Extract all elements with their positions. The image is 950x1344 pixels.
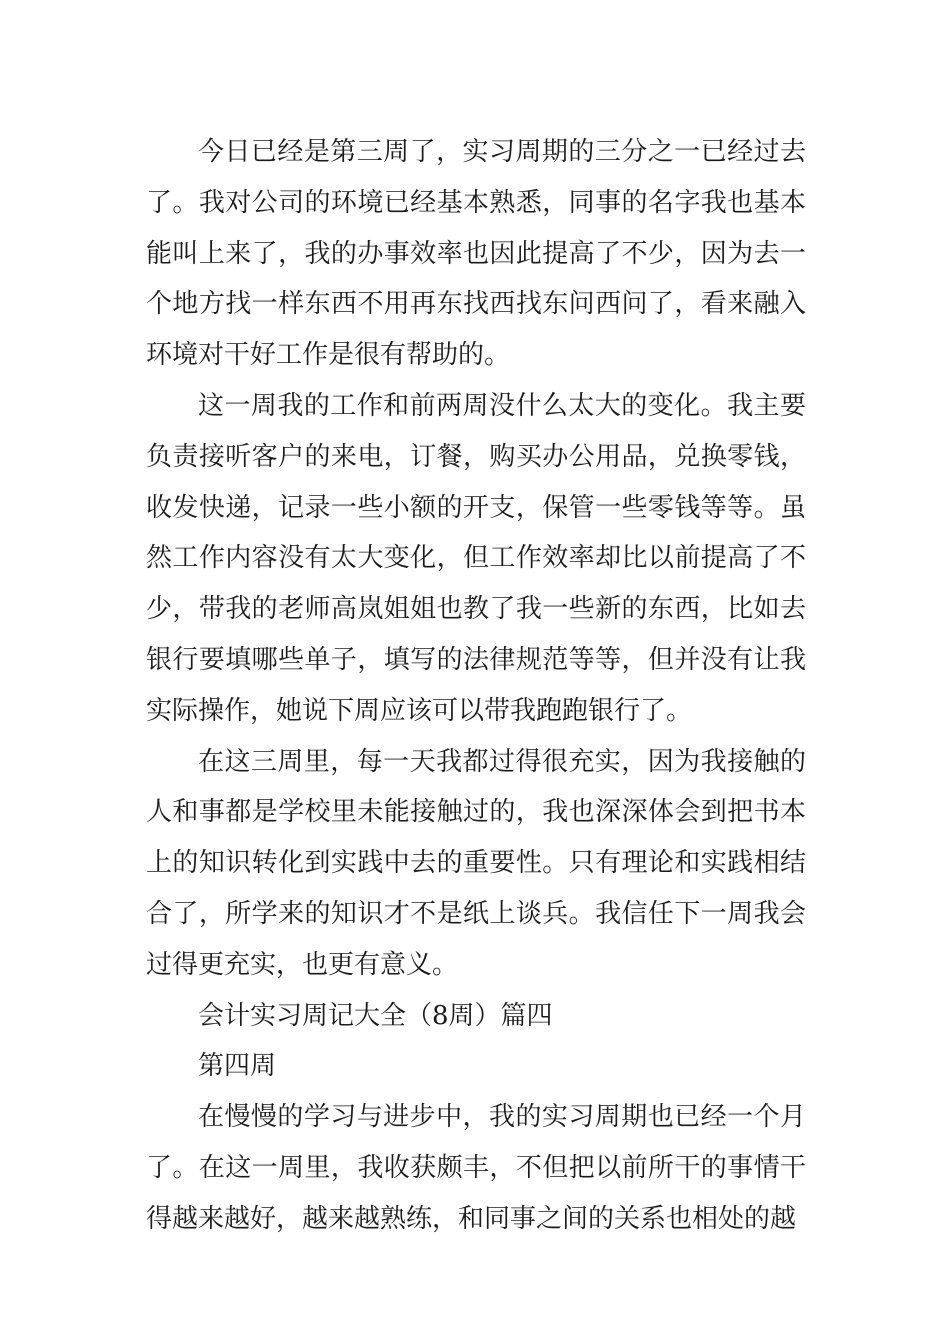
paragraph-week4-intro: 在慢慢的学习与进步中，我的实习周期也已经一个月了。在这一周里，我收获颇丰，不但把以前所干的事情干得越来越好，越来越熟练，和同事之间的关系也相处的越 bbox=[146, 1102, 806, 1234]
paragraph-week3-work: 这一周我的工作和前两周没什么太大的变化。我主要负责接听客户的来电，订餐，购买办公用品，兑换零钱，收发快递，记录一些小额的开支，保管一些零钱等等。虽然工作内容没有太大变化，但工作效率却比以前提高了不少，带我的老师高岚姐姐也教了我一些新的东西，比如去银行要填哪些单子，填写的法律规范等等，但并没有让我实际操作，她说下周应该可以带我跑跑银行了。 bbox=[146, 390, 806, 726]
paragraph-week3-reflection: 在这三周里，每一天我都过得很充实，因为我接触的人和事都是学校里未能接触过的，我也深深体会到把书本上的知识转化到实践中去的重要性。只有理论和实践相结合了，所学来的知识才不是纸上谈兵。我信任下一周我会过得更充实，也更有意义。 bbox=[146, 746, 806, 980]
document-body bbox=[146, 127, 806, 1245]
section-heading-part4: 会计实习周记大全（8周）篇四 bbox=[198, 1000, 553, 1031]
paragraph-week3-intro: 今日已经是第三周了，实习周期的三分之一已经过去了。我对公司的环境已经基本熟悉，同事的名字我也基本能叫上来了，我的办事效率也因此提高了不少，因为去一个地方找一样东西不用再东找西找东问西问了，看来融入环境对干好工作是很有帮助的。 bbox=[146, 137, 806, 371]
section-heading-week4: 第四周 bbox=[198, 1051, 277, 1082]
